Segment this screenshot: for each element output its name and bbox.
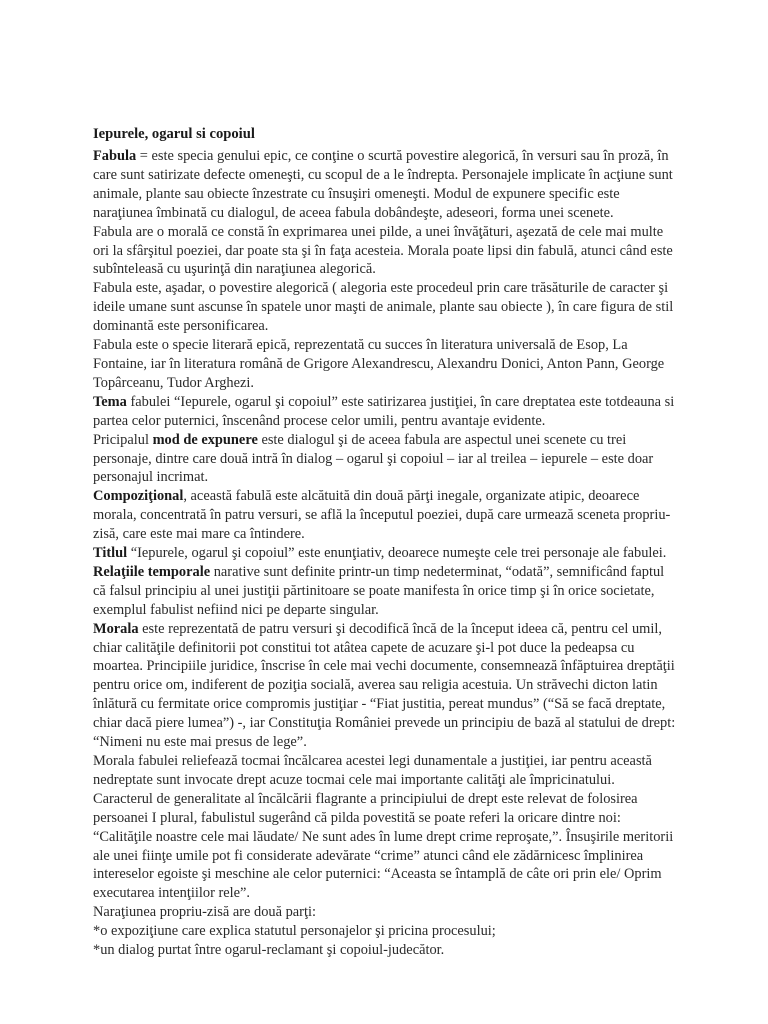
- paragraph-text: “Iepurele, ogarul şi copoiul” este enunţiativ, deoarece numeşte cele trei personaje ale fabulei.: [127, 545, 667, 562]
- paragraph-text: este dialogul şi de aceea fabula are aspectul unei scenete cu trei personaje, dintre care două intră în dialog – ogarul şi copoiul – iar al treilea – iepurele – este doar personajul incrimat.: [93, 431, 654, 486]
- paragraph-text: Fabula este o specie literară epică, reprezentată cu succes în literatura universală de Esop, La Fontaine, iar în literatura română de Grigore Alexandrescu, Alexandru Donici, Anton Pann, George Topârceanu, Tudor Arghezi.: [93, 337, 665, 391]
- paragraph-text: , această fabulă este alcătuită din două părţi inegale, organizate atipic, deoarece morala, concentrată în patru versuri, se află la începutul poeziei, după care urmează sceneta propriu-zisă, care este mai mare ca întindere.: [93, 488, 671, 543]
- paragraph-text: *o expoziţiune care explica statutul personajelor şi pricina procesului;: [93, 923, 496, 940]
- paragraph-text: narative sunt definite printr-un timp nedeterminat, “odată”, semnificând faptul că falsul principiu al unei justiţii părtinitoare se poate manifesta în orice timp şi în orice societate, exemplul fabulist nefiind nici pe departe singular.: [93, 563, 665, 618]
- paragraph: [93, 279, 678, 336]
- paragraph-keyword: Tema: [93, 393, 127, 410]
- paragraph: [93, 544, 678, 563]
- paragraph-keyword: Morala: [93, 620, 139, 637]
- paragraph: [93, 752, 678, 903]
- paragraph: [93, 431, 678, 488]
- paragraph: [93, 941, 678, 960]
- paragraph-text: Naraţiunea propriu-zisă are două parţi:: [93, 904, 316, 921]
- paragraph-keyword: Fabula: [93, 148, 137, 164]
- paragraph: [93, 563, 678, 620]
- paragraph-text: Fabula are o morală ce constă în exprimarea unei pilde, a unei învăţături, aşezată de cele mai multe ori la sfârşitul poeziei, dar poate sta şi în faţa acesteia. Morala poate lipsi din fabulă, atunci când este subînteleasă cu uşurinţă din naraţiunea alegorică.: [93, 223, 673, 278]
- paragraph-keyword: mod de expunere: [152, 431, 258, 448]
- paragraph: [93, 336, 678, 393]
- paragraph-keyword: Titlul: [93, 545, 128, 562]
- paragraph: [93, 922, 678, 941]
- paragraph-keyword: Compoziţional: [93, 488, 184, 505]
- paragraph-text: Fabula este, aşadar, o povestire alegorică ( alegoria este procedeul prin care trăsăturile de caracter şi ideile umane sunt ascunse în spatele unor maşti de animale, plante sau obiecte ), în care figura de stil dominantă este personificarea.: [93, 280, 674, 335]
- paragraph: [93, 393, 678, 431]
- document-title: Iepurele, ogarul si copoiul: [93, 126, 255, 142]
- paragraph: [93, 620, 678, 752]
- paragraph-text: *un dialog purtat între ogarul-reclamant şi copoiul-judecător.: [93, 942, 445, 959]
- document-body: [93, 147, 678, 960]
- paragraph-text: Pricipalul: [93, 431, 153, 448]
- paragraph-text: fabulei “Iepurele, ogarul şi copoiul” este satirizarea justiţiei, în care dreptatea este totdeauna si partea celor puternici, înscenând procese celor umili, pentru avantaje evidente.: [93, 393, 675, 429]
- paragraph-text: Morala fabulei reliefează tocmai încălcarea acestei legi dunamentale a justiţiei, iar pentru această nedreptate sunt invocate drept acuze tocmai cele mai importante calităţi ale împricinatului. Caracterul de generalitate al încălcării flagrante a principiului de drept este relevat de folosirea persoanei I plural, fabulistul sugerând că pilda povestită se poate referi la oricare dintre noi: “Calităţile noastre cele mai lăudate/ Ne sunt ades în lume drept crime reproşate,”. Însuşirile meritorii ale unei fiinţe umile pot fi considerate adevărate “crime” atunci când ele zădărnicesc împlinirea intereselor egoiste şi meschine ale celor puternici: “Aceasta se întamplă de câte ori prin ele/ Oprim executarea intenţiilor rele”.: [93, 753, 674, 902]
- paragraph: [93, 487, 678, 544]
- paragraph-text: = este specia genului epic, ce conţine o scurtă povestire alegorică, în versuri sau în proză, în care sunt satirizate defecte omeneşti, cu scopul de a le îndrepta. Personajele implicate în acţiune sunt animale, plante sau obiecte înzestrate cu însuşiri omeneşti. Modul de expunere specific este naraţiunea îmbinată cu dialogul, de aceea fabula dobândeşte, adeseori, forma unei scenete.: [93, 148, 673, 221]
- document-page: [93, 125, 678, 960]
- paragraph-text: este reprezentată de patru versuri şi decodifică încă de la început ideea că, pentru cel umil, chiar calităţile definitorii pot constitui tot atâtea capete de acuzare şi-l pot duce la pedeapsa cu moartea. Principiile juridice, înscrise în cele mai vechi documente, consemnează înfăptuirea dreptăţii pentru orice om, indiferent de poziţia socială, averea sau religia acestuia. Un străvechi dicton latin înlătură cu fermitate orice compromis justiţiar - “Fiat justitia, pereat mundus” (“Să se facă dreptate, chiar dacă piere lumea”) -, iar Constituţia României prevede un principiu de bază al statului de drept: “Nimeni nu este mai presus de lege”.: [93, 620, 676, 751]
- paragraph-keyword: Relaţiile temporale: [93, 563, 211, 580]
- paragraph: [93, 147, 678, 223]
- paragraph: [93, 903, 678, 922]
- paragraph: [93, 223, 678, 280]
